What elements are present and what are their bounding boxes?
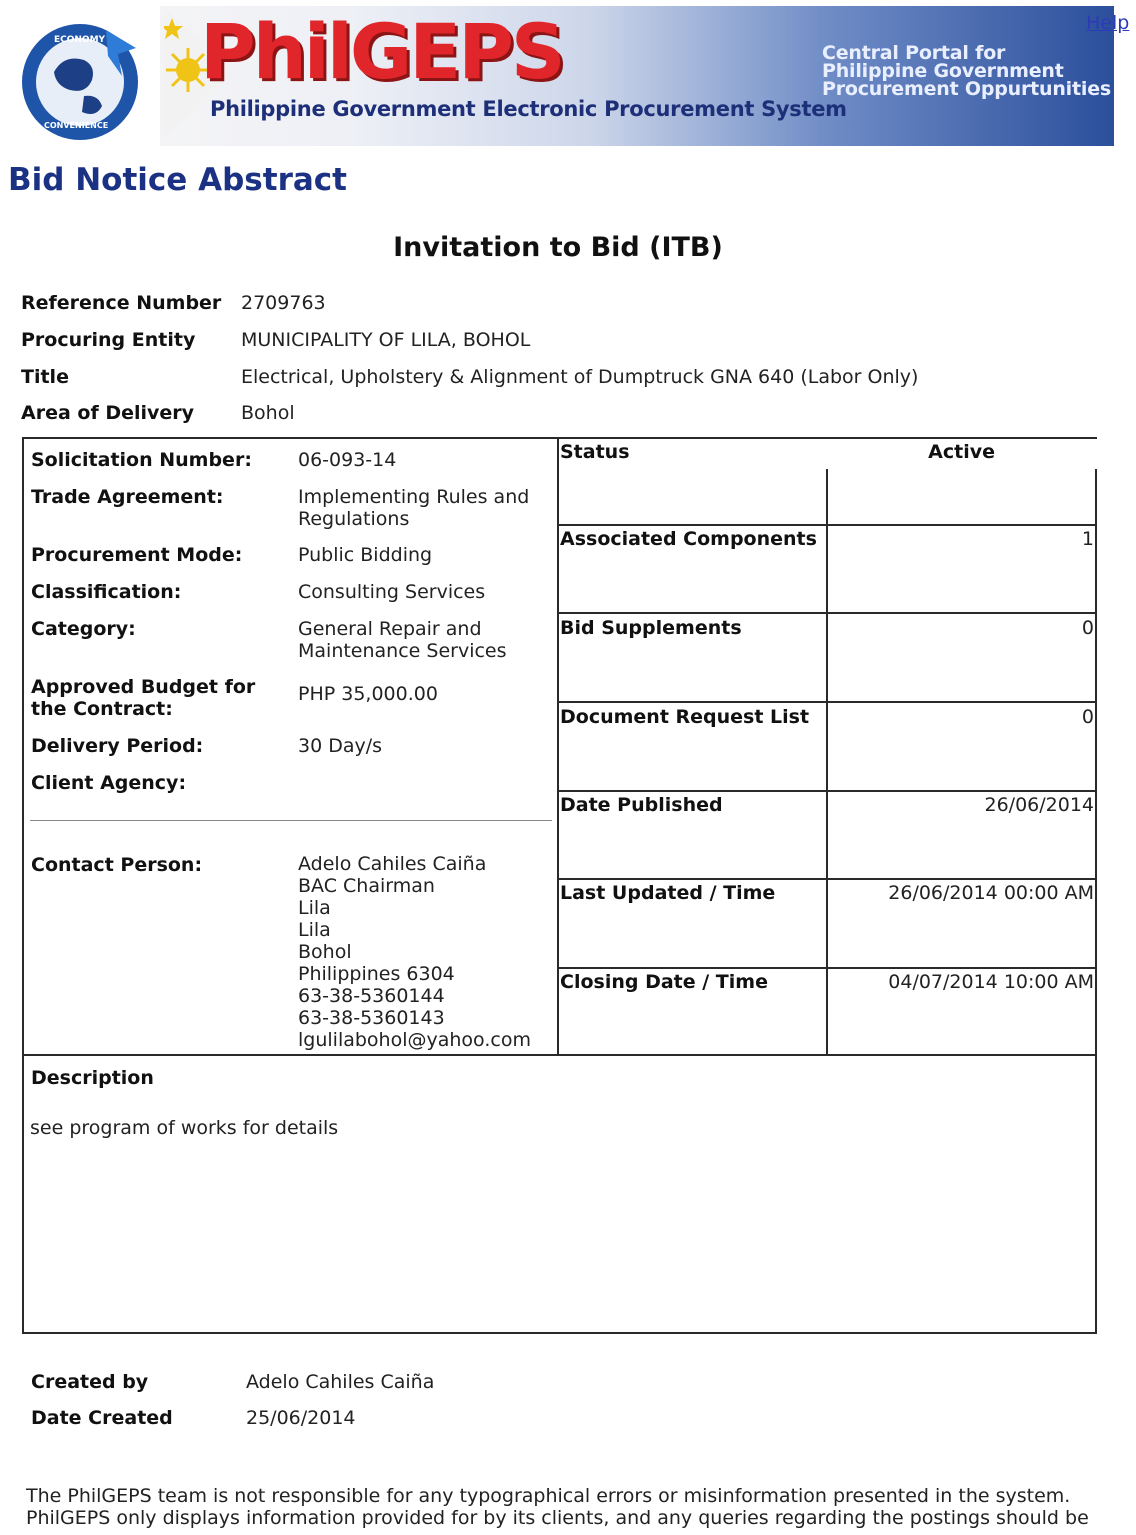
status-row-separator bbox=[557, 878, 1097, 880]
category-value: General Repair and Maintenance Services bbox=[298, 618, 507, 662]
status-label: Status bbox=[560, 441, 630, 463]
area-of-delivery-label: Area of Delivery bbox=[21, 402, 195, 424]
date-published-label: Date Published bbox=[560, 794, 723, 816]
portal-line: Procurement Oppurtunities bbox=[822, 78, 1111, 100]
classification-label: Classification: bbox=[31, 581, 182, 603]
title-label: Title bbox=[21, 366, 69, 388]
reference-number-value: 2709763 bbox=[241, 292, 326, 314]
help-link[interactable]: Help bbox=[1086, 12, 1130, 34]
brand-logo-text: PhilGEPS bbox=[200, 7, 563, 96]
delivery-period-label: Delivery Period: bbox=[31, 735, 204, 757]
procurement-mode-value: Public Bidding bbox=[298, 544, 433, 566]
box-right-border bbox=[1095, 469, 1097, 1334]
procurement-mode-label: Procurement Mode: bbox=[31, 544, 243, 566]
bid-supplements-value[interactable]: 0 bbox=[1081, 617, 1094, 639]
contact-address-line: Lila bbox=[298, 897, 331, 919]
status-row-separator bbox=[557, 612, 1097, 614]
associated-components-value[interactable]: 1 bbox=[1081, 528, 1094, 550]
contact-position: BAC Chairman bbox=[298, 875, 435, 897]
description-top-border bbox=[22, 1054, 1097, 1056]
contact-address-line: Bohol bbox=[298, 941, 352, 963]
box-left-border bbox=[22, 437, 24, 1334]
column-divider bbox=[557, 437, 559, 1055]
status-row-separator bbox=[557, 790, 1097, 792]
bid-supplements-label: Bid Supplements bbox=[560, 617, 742, 639]
date-created-label: Date Created bbox=[31, 1407, 173, 1429]
contact-address-line: Lila bbox=[298, 919, 331, 941]
area-of-delivery-value: Bohol bbox=[241, 402, 295, 424]
category-label: Category: bbox=[31, 618, 136, 640]
disclaimer-line: PhilGEPS only displays information provided for by its clients, and any queries regarding the postings should be bbox=[26, 1507, 1089, 1529]
document-request-list-label: Document Request List bbox=[560, 706, 810, 728]
trade-agreement-label: Trade Agreement: bbox=[31, 486, 224, 508]
status-value: Active bbox=[928, 441, 995, 463]
portal-tagline bbox=[822, 44, 1111, 98]
disclaimer bbox=[26, 1485, 1089, 1529]
contact-person-block bbox=[298, 853, 531, 1051]
closing-date-label: Closing Date / Time bbox=[560, 971, 768, 993]
portal-line: Philippine Government bbox=[822, 60, 1064, 82]
approved-budget-value: PHP 35,000.00 bbox=[298, 683, 438, 705]
status-row-separator bbox=[557, 967, 1097, 969]
created-by-label: Created by bbox=[31, 1371, 149, 1393]
last-updated-label: Last Updated / Time bbox=[560, 882, 776, 904]
globe-seal-icon bbox=[14, 12, 154, 144]
svg-text:ECONOMY: ECONOMY bbox=[54, 35, 106, 45]
contact-name: Adelo Cahiles Caiña bbox=[298, 853, 487, 875]
last-updated-value: 26/06/2014 00:00 AM bbox=[888, 882, 1094, 904]
contact-phone: 63-38-5360144 bbox=[298, 985, 445, 1007]
created-by-value: Adelo Cahiles Caiña bbox=[246, 1371, 435, 1393]
title-value: Electrical, Upholstery & Alignment of Dumptruck GNA 640 (Labor Only) bbox=[241, 366, 919, 388]
closing-date-value: 04/07/2014 10:00 AM bbox=[888, 971, 1094, 993]
box-top-border bbox=[22, 437, 1097, 439]
associated-components-label: Associated Components bbox=[560, 528, 817, 550]
page-title: Bid Notice Abstract bbox=[8, 162, 347, 198]
reference-number-label: Reference Number bbox=[21, 292, 222, 314]
contact-fax: 63-38-5360143 bbox=[298, 1007, 445, 1029]
procuring-entity-value: MUNICIPALITY OF LILA, BOHOL bbox=[241, 329, 531, 351]
solicitation-number-label: Solicitation Number: bbox=[31, 449, 252, 471]
description-label: Description bbox=[31, 1067, 154, 1089]
svg-text:CONVENIENCE: CONVENIENCE bbox=[44, 121, 109, 130]
contact-person-label: Contact Person: bbox=[31, 854, 203, 876]
date-created-value: 25/06/2014 bbox=[246, 1407, 356, 1429]
delivery-period-value: 30 Day/s bbox=[298, 735, 383, 757]
contact-country: Philippines 6304 bbox=[298, 963, 455, 985]
box-bottom-border bbox=[22, 1332, 1097, 1334]
date-published-value: 26/06/2014 bbox=[984, 794, 1094, 816]
classification-value: Consulting Services bbox=[298, 581, 486, 603]
procuring-entity-label: Procuring Entity bbox=[21, 329, 196, 351]
brand-subtitle: Philippine Government Electronic Procurement System bbox=[210, 97, 847, 121]
approved-budget-label: Approved Budget for the Contract: bbox=[31, 676, 256, 720]
status-row-separator bbox=[557, 701, 1097, 703]
trade-agreement-value: Implementing Rules and Regulations bbox=[298, 486, 530, 530]
disclaimer-line: The PhilGEPS team is not responsible for any typographical errors or misinformation presented in the system. bbox=[26, 1485, 1071, 1507]
notice-type-title: Invitation to Bid (ITB) bbox=[393, 232, 723, 263]
description-text: see program of works for details bbox=[30, 1117, 339, 1139]
status-row-separator bbox=[557, 524, 1097, 526]
portal-line: Central Portal for bbox=[822, 42, 1006, 64]
solicitation-number-value: 06-093-14 bbox=[298, 449, 397, 471]
client-agency-label: Client Agency: bbox=[31, 772, 187, 794]
document-request-list-value[interactable]: 0 bbox=[1081, 706, 1094, 728]
contact-separator bbox=[30, 820, 552, 821]
contact-email[interactable]: lgulilabohol@yahoo.com bbox=[298, 1029, 531, 1051]
